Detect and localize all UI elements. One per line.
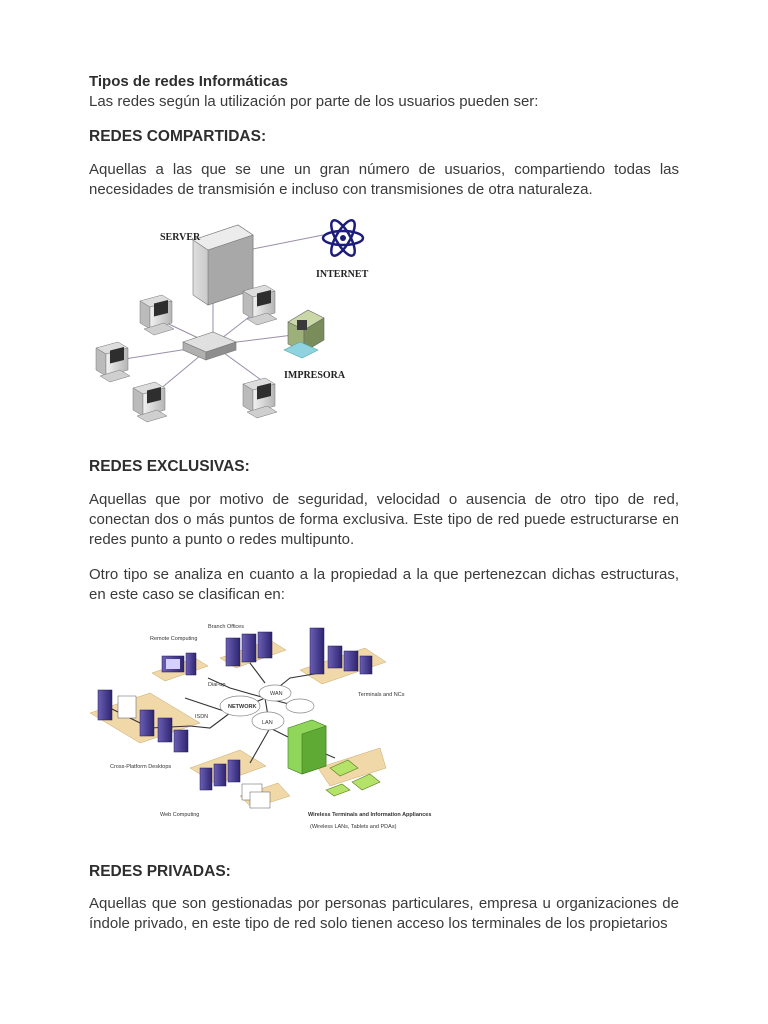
internet-icon (323, 217, 363, 259)
heading-redes-compartidas: REDES COMPARTIDAS: (89, 128, 267, 145)
workstation-icon (133, 382, 167, 422)
wireless-sub-label: (Wireless LANs, Tablets and PDAs) (310, 824, 397, 830)
workstation-icon (243, 378, 277, 418)
workstation-icon (243, 285, 277, 325)
paragraph-redes-exclusivas: Aquellas que por motivo de seguridad, velocidad o ausencia de otro tipo de red, conectan dos o más puntos de forma exclusiva. Este tipo de red puede estructurarse en redes punto a punto o redes multipunto. (89, 491, 679, 548)
dialup-label: Dial-up (208, 682, 226, 688)
wan-label: WAN (270, 691, 283, 697)
heading-redes-privadas: REDES PRIVADAS: (89, 863, 231, 880)
terminals-label: Terminals and NCs (358, 692, 405, 698)
wireless-label: Wireless Terminals and Information Appliances (308, 812, 432, 818)
workstation-icon (96, 342, 130, 382)
intro-text: Las redes según la utilización por parte de los usuarios pueden ser: (89, 93, 539, 110)
branch-label: Branch Offices (208, 624, 244, 630)
paragraph-otro-tipo: Otro tipo se analiza en cuanto a la propiedad a la que pertenezcan dichas estructuras, en este caso se clasifican en: (89, 566, 679, 603)
document-title: Tipos de redes Informáticas (89, 73, 288, 90)
enterprise-network-diagram (90, 618, 432, 836)
printer-label: IMPRESORA (284, 370, 346, 381)
isdn-label: ISDN (195, 714, 209, 720)
workstation-icon (140, 295, 174, 335)
remote-label: Remote Computing (150, 636, 198, 642)
web-label: Web Computing (160, 812, 200, 818)
paragraph-redes-privadas: Aquellas que son gestionadas por personas particulares, empresa u organizaciones de índole privado, en este tipo de red solo tienen acceso los terminales de los propietarios (89, 895, 679, 932)
heading-redes-exclusivas: REDES EXCLUSIVAS: (89, 458, 250, 475)
shared-network-diagram (88, 210, 388, 445)
server-icon (288, 720, 326, 774)
branch-servers-icon (226, 632, 272, 666)
server-label: SERVER (160, 232, 201, 243)
lan-label: LAN (262, 720, 273, 726)
internet-label: INTERNET (316, 269, 369, 280)
printer-icon (284, 310, 324, 358)
paragraph-redes-compartidas: Aquellas a las que se une un gran número de usuarios, compartiendo todas las necesidades de transmisión e incluso con transmisiones de otra naturaleza. (89, 161, 679, 198)
network-label: NETWORK (228, 704, 257, 710)
crossplatform-label: Cross-Platform Desktops (110, 764, 172, 770)
remote-computer-icon (162, 653, 196, 675)
